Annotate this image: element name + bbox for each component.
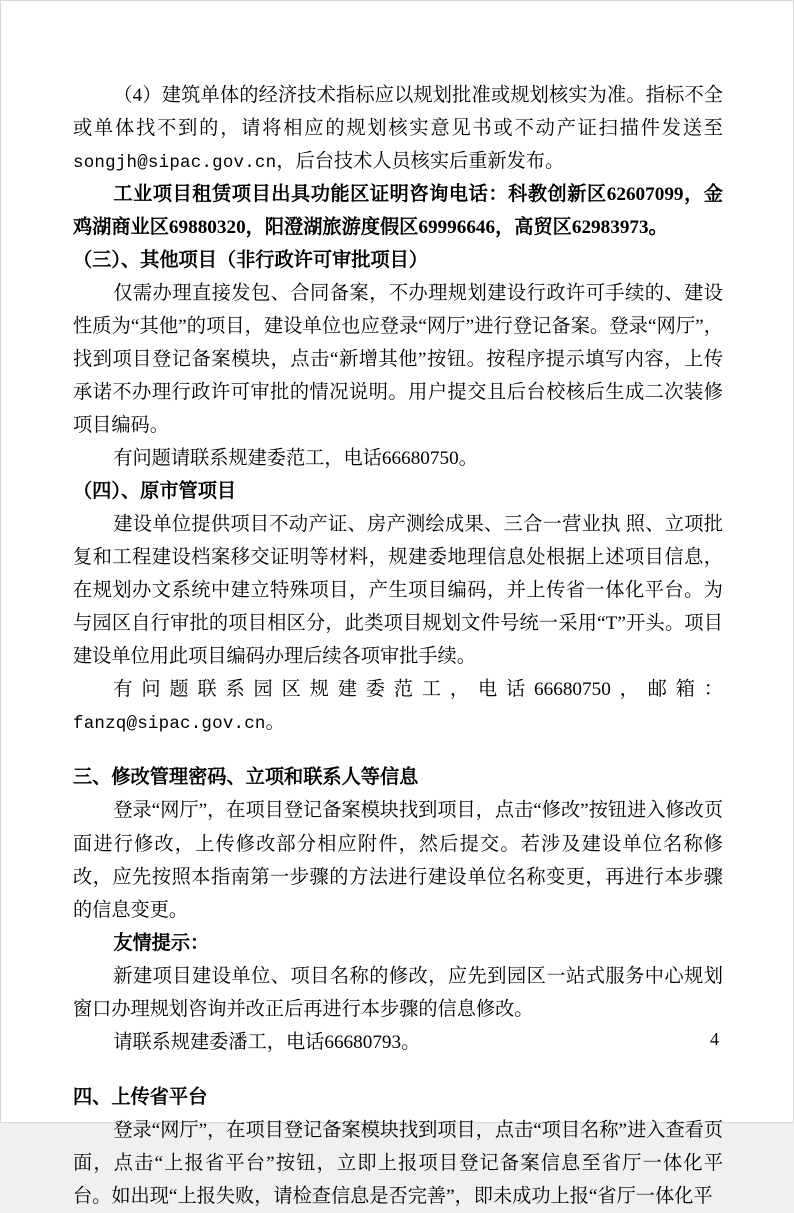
text-run: 登录“网厅”，在项目登记备案模块找到项目，点击“项目名称”进入查看页面，点击“上报省平台”按钮，立即上报项目登记备案信息至省厅一体化平台。如出现“上报失败，请检查信息是否完善”，即未成功上报“省厅一体化平 <box>73 1119 724 1207</box>
text-run: 有问题联系园区规建委范工，电话66680750，邮箱： <box>113 679 723 701</box>
text-run: ，后台技术人员核实后重新发布。 <box>276 151 565 173</box>
section-heading <box>73 475 723 508</box>
text-run: 。 <box>265 712 285 734</box>
text-run: 三、修改管理密码、立项和联系人等信息 <box>73 767 419 789</box>
paragraph <box>73 794 723 926</box>
text-run: （三）、其他项目（非行政许可审批项目） <box>73 250 428 272</box>
paragraph <box>73 442 723 475</box>
text-run: （4）建筑单体的经济技术指标应以规划批准或规划核实为准。指标不全或单体找不到的，请将相应的规划核实意见书或不动产证扫描件发送至 <box>73 85 723 140</box>
paragraph-spacer <box>73 739 723 761</box>
section-heading <box>73 244 723 277</box>
text-run: 建设单位提供项目不动产证、房产测绘成果、三合一营业执 照、立项批复和工程建设档案移交证明等材料，规建委地理信息处根据上述项目信息，在规划办文系统中建立特殊项目，产生项目编码，并上传省一体化平台。为与园区自行审批的项目相区分，此类项目规划文件号统一采用“T”开头。项目建设单位用此项目编码办理后续各项审批手续。 <box>73 514 723 668</box>
paragraph <box>73 927 723 960</box>
document-body <box>73 79 723 1213</box>
email-address: songjh@sipac.gov.cn <box>73 153 277 174</box>
text-run: 请联系规建委潘工，电话66680793。 <box>113 1031 421 1053</box>
text-run: 四、上传省平台 <box>73 1086 208 1108</box>
section-heading <box>73 1081 723 1114</box>
text-run: 友情提示： <box>113 932 210 954</box>
section-heading <box>73 761 723 794</box>
page-number: 4 <box>710 1029 719 1049</box>
paragraph <box>73 1114 723 1213</box>
text-run: （四）、原市管项目 <box>73 481 237 503</box>
paragraph <box>73 673 723 739</box>
paragraph <box>73 1026 723 1059</box>
email-address: fanzq@sipac.gov.cn <box>73 714 266 735</box>
text-run: 仅需办理直接发包、合同备案，不办理规划建设行政许可手续的、建设性质为“其他”的项目，建设单位也应登录“网厅”进行登记备案。登录“网厅”，找到项目登记备案模块，点击“新增其他”按钮。按程序提示填写内容，上传承诺不办理行政许可审批的情况说明。用户提交且后台校核后生成二次装修项目编码。 <box>73 283 723 437</box>
text-run: 有问题请联系规建委范工，电话66680750。 <box>113 448 478 470</box>
paragraph <box>73 960 723 1026</box>
text-run: 工业项目租赁项目出具功能区证明咨询电话：科教创新区62607099，金鸡湖商业区69880320，阳澄湖旅游度假区69996646，高贸区62983973。 <box>73 184 723 239</box>
text-run: 登录“网厅”，在项目登记备案模块找到项目，点击“修改”按钮进入修改页面进行修改，上传修改部分相应附件，然后提交。若涉及建设单位名称修改，应先按照本指南第一步骤的方法进行建设单位名称变更，再进行本步骤的信息变更。 <box>73 800 724 921</box>
paragraph <box>73 508 723 673</box>
paragraph <box>73 277 723 442</box>
paragraph-spacer <box>73 1059 723 1081</box>
text-run: 新建项目建设单位、项目名称的修改，应先到园区一站式服务中心规划窗口办理规划咨询并改正后再进行本步骤的信息修改。 <box>73 965 723 1020</box>
paragraph <box>73 178 723 244</box>
paragraph <box>73 79 723 178</box>
